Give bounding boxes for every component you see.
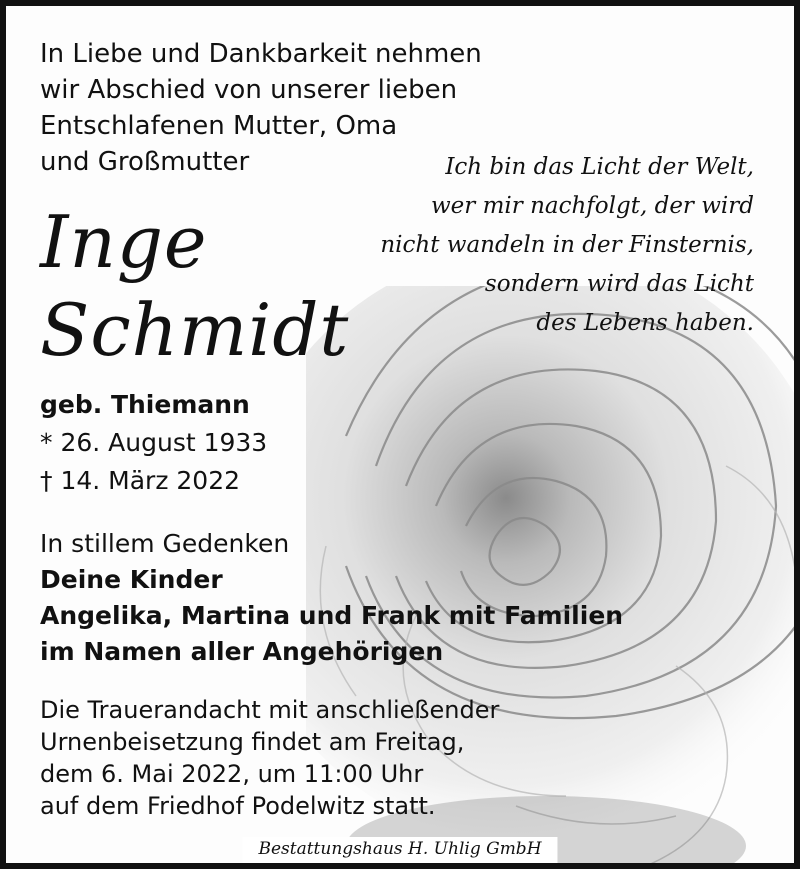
- death-date: † 14. März 2022: [40, 466, 241, 495]
- service-line: Die Trauerandacht mit anschließender: [40, 696, 500, 724]
- intro-line: wir Abschied von unserer lieben: [40, 75, 458, 105]
- birth-date: * 26. August 1933: [40, 428, 268, 457]
- mourner-line: Angelika, Martina und Frank mit Familien: [40, 601, 624, 630]
- quote-line: nicht wandeln in der Finsternis,: [380, 232, 754, 258]
- maiden-name: geb. Thiemann: [40, 390, 250, 419]
- funeral-home-label: Bestattungshaus H. Uhlig GmbH: [242, 837, 557, 863]
- quote-line: sondern wird das Licht: [484, 271, 754, 297]
- mourners-block: [40, 526, 623, 670]
- first-name: Inge: [40, 200, 208, 284]
- last-name: Schmidt: [40, 288, 350, 372]
- service-line: auf dem Friedhof Podelwitz statt.: [40, 792, 436, 820]
- deceased-name: [40, 198, 349, 374]
- intro-line: In Liebe und Dankbarkeit nehmen: [40, 39, 482, 69]
- mourner-line: im Namen aller Angehörigen: [40, 637, 444, 666]
- life-dates: [40, 386, 267, 500]
- service-line: dem 6. Mai 2022, um 11:00 Uhr: [40, 760, 424, 788]
- intro-line: und Großmutter: [40, 147, 250, 177]
- mourner-line: Deine Kinder: [40, 565, 223, 594]
- quote-line: des Lebens haben.: [536, 310, 754, 336]
- remembrance-line: In stillem Gedenken: [40, 529, 290, 558]
- quote-line: Ich bin das Licht der Welt,: [445, 154, 754, 180]
- intro-line: Entschlafenen Mutter, Oma: [40, 111, 398, 141]
- bible-quote: [380, 148, 754, 343]
- quote-line: wer mir nachfolgt, der wird: [431, 193, 754, 219]
- service-info: [40, 694, 499, 822]
- service-line: Urnenbeisetzung findet am Freitag,: [40, 728, 465, 756]
